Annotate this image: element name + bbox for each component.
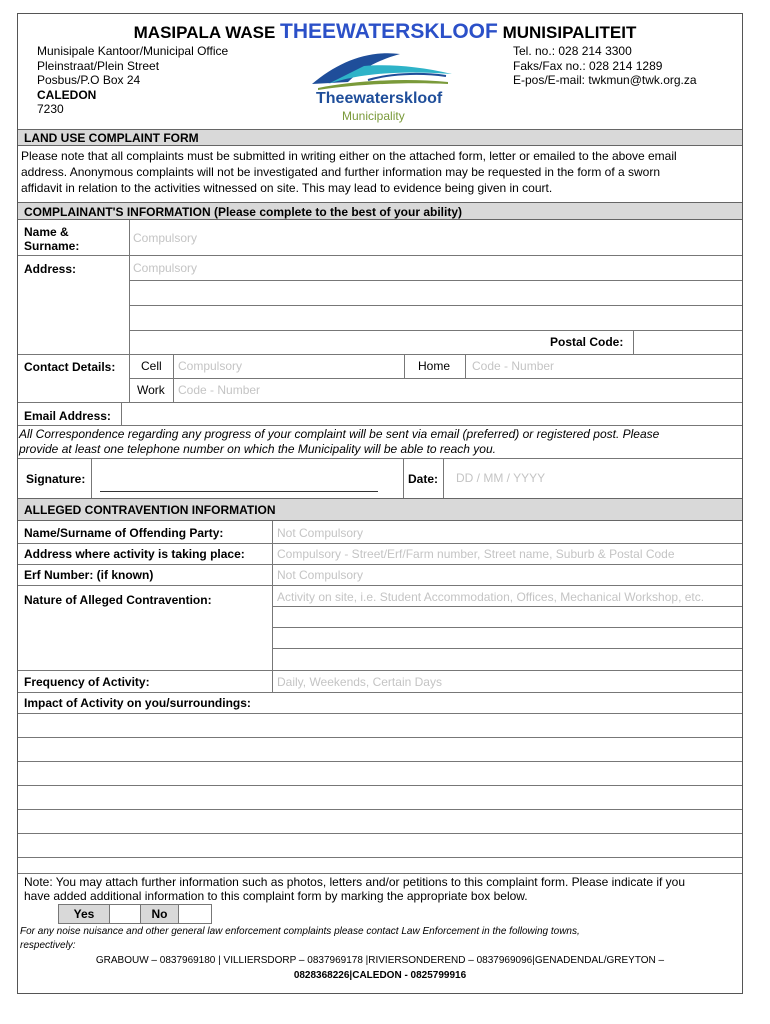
- logo-subtitle: Municipality: [342, 109, 405, 123]
- correspondence-line: provide at least one telephone number on which the Municipality will be able to reach you.: [19, 441, 496, 456]
- municipality-title: [0, 20, 770, 44]
- signature-label: Signature:: [26, 472, 86, 486]
- impact-field-line-1[interactable]: [19, 714, 741, 736]
- surname-label: Surname:: [24, 239, 80, 253]
- attachment-note: [24, 876, 740, 903]
- address-line: 7230: [37, 102, 64, 116]
- yes-checkbox[interactable]: [110, 904, 141, 924]
- name-label: Name &: [24, 225, 69, 239]
- intro-line: address. Anonymous complaints will not be investigated and further information may be requested in the form of a sworn: [21, 165, 661, 179]
- law-enforcement-line: respectively:: [20, 940, 76, 951]
- date-field[interactable]: DD / MM / YYYY: [456, 471, 546, 485]
- frequency-label: Frequency of Activity:: [24, 675, 150, 689]
- impact-field-line-7[interactable]: [19, 858, 741, 872]
- home-number-field[interactable]: Code - Number: [472, 359, 555, 373]
- impact-field-line-5[interactable]: [19, 810, 741, 832]
- contact-line: Tel. no.: 028 214 3300: [513, 44, 632, 58]
- email-field[interactable]: [122, 403, 742, 424]
- office-contacts: [513, 44, 697, 88]
- erf-number-label: Erf Number: (if known): [24, 568, 154, 582]
- nature-label: Nature of Alleged Contravention:: [24, 593, 212, 607]
- impact-field-line-6[interactable]: [19, 834, 741, 856]
- name-field[interactable]: Compulsory: [133, 231, 198, 245]
- contact-line: Faks/Fax no.: 028 214 1289: [513, 58, 663, 73]
- law-enforcement-contact-line: GRABOUW – 0837969180 | VILLIERSDORP – 0837969178 |RIVIERSONDEREND – 0837969096|GENADENDAL/GREYTON –: [95, 955, 665, 966]
- home-label: Home: [418, 359, 451, 373]
- email-label: Email Address:: [24, 409, 111, 423]
- law-enforcement-line: For any noise nuisance and other general law enforcement complaints please contact Law Enforcement in the following towns,: [20, 926, 580, 937]
- address-line: Posbus/P.O Box 24: [37, 73, 141, 87]
- title-main: THEEWATERSKLOOF: [280, 20, 498, 43]
- municipality-logo: [308, 44, 456, 126]
- correspondence-notice: [19, 427, 741, 456]
- nature-field-line-2[interactable]: [273, 607, 742, 627]
- nature-field-line-1[interactable]: Activity on site, i.e. Student Accommodation, Offices, Mechanical Workshop, etc.: [277, 590, 705, 604]
- work-number-field[interactable]: Code - Number: [178, 383, 261, 397]
- offender-label: Name/Surname of Offending Party:: [24, 526, 224, 540]
- impact-label: Impact of Activity on you/surroundings:: [24, 696, 251, 710]
- address-field-line-1[interactable]: Compulsory: [133, 261, 198, 275]
- offender-field[interactable]: Not Compulsory: [277, 526, 364, 540]
- address-label: Address:: [24, 262, 77, 276]
- logo-mark-icon: [308, 44, 456, 92]
- activity-address-label: Address where activity is taking place:: [24, 547, 245, 561]
- title-prefix: MASIPALA WASE: [133, 23, 276, 42]
- no-checkbox[interactable]: [179, 904, 212, 924]
- address-line: Pleinstraat/Plein Street: [37, 58, 160, 73]
- attachment-note-line: have added additional information to this complaint form by marking the appropriate box below.: [24, 888, 528, 903]
- yes-label: Yes: [58, 904, 110, 924]
- title-suffix: MUNISIPALITEIT: [502, 23, 637, 42]
- intro-line: affidavit in relation to the activities witnessed on site. This may lead to evidence being given in court.: [21, 181, 553, 195]
- law-enforcement-contacts: [20, 953, 740, 983]
- law-enforcement-contact-line: 0828368226|CALEDON - 0825799916: [293, 970, 467, 981]
- contravention-section-title: ALLEGED CONTRAVENTION INFORMATION: [24, 503, 276, 517]
- cell-label: Cell: [141, 359, 162, 373]
- address-line: CALEDON: [37, 87, 97, 102]
- nature-field-line-3[interactable]: [273, 628, 742, 648]
- contact-details-label: Contact Details:: [24, 360, 116, 374]
- attachment-note-line: Note: You may attach further information such as photos, letters and/or petitions to this complaint form. Please indicate if you: [24, 875, 686, 889]
- activity-address-field[interactable]: Compulsory - Street/Erf/Farm number, Street name, Suburb & Postal Code: [277, 547, 675, 561]
- signature-field[interactable]: [100, 462, 378, 490]
- address-field-line-2[interactable]: [130, 281, 742, 304]
- no-label: No: [141, 904, 179, 924]
- address-line: Munisipale Kantoor/Municipal Office: [37, 44, 229, 58]
- intro-line: Please note that all complaints must be submitted in writing either on the attached form, letter or emailed to the above email: [21, 149, 677, 163]
- address-field-line-3[interactable]: [130, 306, 742, 329]
- impact-field-line-2[interactable]: [19, 738, 741, 760]
- cell-number-field[interactable]: Compulsory: [178, 359, 243, 373]
- logo-name: Theewaterskloof: [316, 90, 443, 107]
- erf-number-field[interactable]: Not Compulsory: [277, 568, 364, 582]
- law-enforcement-note: [20, 925, 740, 953]
- complainant-section-title: COMPLAINANT'S INFORMATION (Please complete to the best of your ability): [24, 205, 462, 219]
- frequency-field[interactable]: Daily, Weekends, Certain Days: [277, 675, 442, 689]
- postal-code-label: Postal Code:: [550, 335, 624, 349]
- correspondence-line: All Correspondence regarding any progress of your complaint will be sent via email (preferred) or registered post. Please: [19, 427, 660, 441]
- office-address: [37, 44, 228, 117]
- impact-field-line-4[interactable]: [19, 786, 741, 808]
- work-label: Work: [137, 383, 165, 397]
- impact-field-line-3[interactable]: [19, 762, 741, 784]
- nature-field-line-4[interactable]: [273, 649, 742, 669]
- postal-code-field[interactable]: [634, 331, 742, 353]
- date-label: Date:: [408, 472, 439, 486]
- form-title: LAND USE COMPLAINT FORM: [24, 131, 199, 145]
- contact-line: E-pos/E-mail: twkmun@twk.org.za: [513, 73, 697, 87]
- intro-notice: [21, 148, 741, 196]
